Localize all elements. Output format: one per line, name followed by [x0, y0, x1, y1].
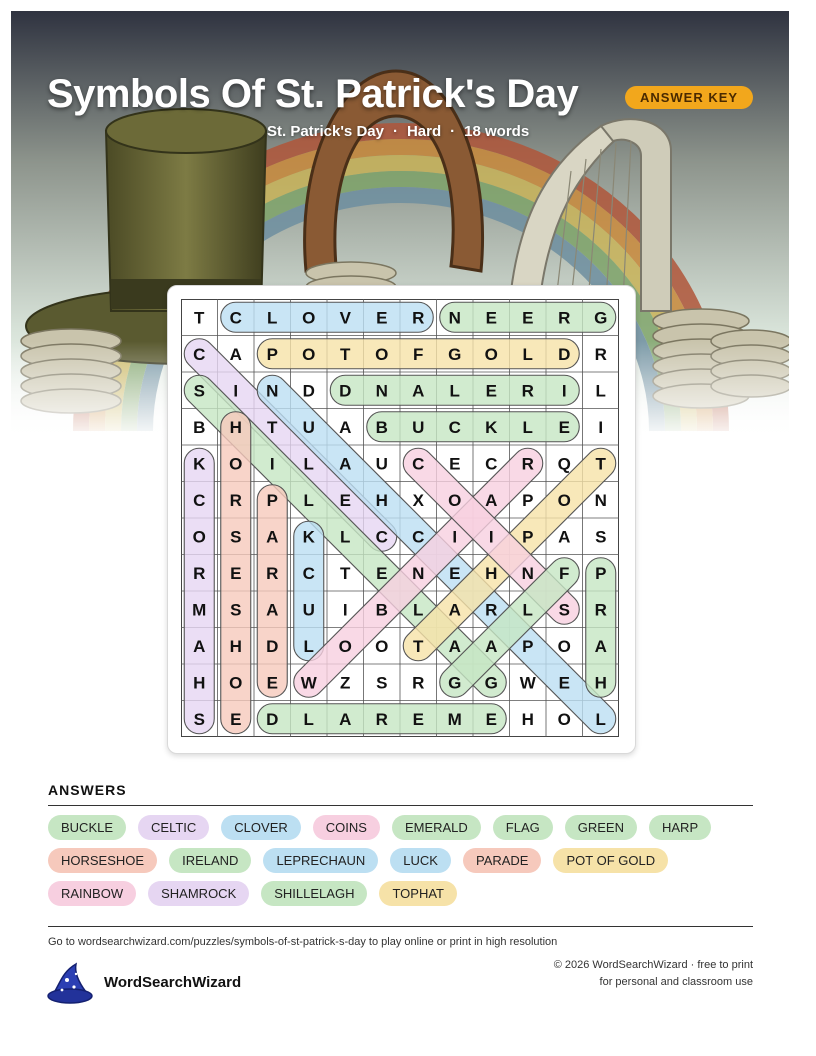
grid-cell-letter[interactable]: U [375, 454, 388, 474]
grid-cell-letter[interactable]: L [522, 600, 533, 620]
copyright-text: © 2026 WordSearchWizard · free to print for personal and classroom use [553, 959, 753, 988]
grid-cell-letter[interactable]: O [338, 636, 352, 656]
grid-cell-letter[interactable]: T [413, 636, 424, 656]
grid-cell-letter[interactable]: G [594, 308, 608, 328]
meta-theme: St. Patrick's Day [267, 123, 384, 140]
answer-chip: TOPHAT [379, 881, 457, 906]
grid-cell-letter[interactable]: N [266, 381, 279, 401]
grid-cell-letter[interactable]: H [193, 673, 206, 693]
answer-key-badge: ANSWER KEY [625, 86, 753, 109]
brand-name: WordSearchWizard [104, 974, 242, 991]
grid-cell-letter[interactable]: A [594, 636, 607, 656]
grid-cell-letter[interactable]: D [266, 636, 279, 656]
grid-cell-letter[interactable]: T [340, 344, 351, 364]
grid-cell-letter[interactable]: O [302, 308, 316, 328]
grid-cell-letter[interactable]: R [193, 563, 206, 583]
answer-chip: FLAG [493, 815, 553, 840]
grid-cell-letter[interactable]: E [449, 454, 461, 474]
grid-cell-letter[interactable]: S [230, 527, 242, 547]
grid-cell-letter[interactable]: E [449, 563, 461, 583]
grid-cell-letter[interactable]: I [233, 381, 239, 401]
grid-cell-letter[interactable]: R [485, 600, 498, 620]
grid-cell-letter[interactable]: A [485, 490, 498, 510]
answer-chip: RAINBOW [48, 881, 136, 906]
grid-cell-letter[interactable]: E [339, 490, 351, 510]
grid-cell-letter[interactable]: L [595, 381, 606, 401]
grid-cell-letter[interactable]: A [448, 600, 461, 620]
grid-cell-letter[interactable]: R [594, 344, 607, 364]
grid-cell-letter[interactable]: R [558, 308, 571, 328]
grid-cell-letter[interactable]: E [558, 417, 570, 437]
grid-cell-letter[interactable]: R [229, 490, 242, 510]
grid-cell-letter[interactable]: B [375, 417, 388, 437]
answers-divider [48, 805, 753, 806]
grid-cell-letter[interactable]: F [559, 563, 570, 583]
grid-cell-letter[interactable]: Q [557, 454, 571, 474]
grid-cell-letter[interactable]: S [230, 600, 242, 620]
grid-cell-letter[interactable]: H [594, 673, 607, 693]
puzzle-title: Symbols Of St. Patrick's Day [47, 72, 579, 116]
grid-cell-letter[interactable]: O [375, 344, 389, 364]
grid-cell-letter[interactable]: E [485, 709, 497, 729]
grid-cell-letter[interactable]: P [266, 344, 278, 364]
puzzle-meta [267, 123, 529, 140]
grid-cell-letter[interactable]: S [193, 381, 205, 401]
meta-separator: · [392, 123, 398, 140]
answer-chip: POT OF GOLD [553, 848, 668, 873]
word-search-grid[interactable] [181, 299, 619, 737]
grid-cell-letter[interactable]: O [302, 344, 316, 364]
grid-cell-letter[interactable]: U [302, 417, 315, 437]
grid-cell-letter[interactable]: E [412, 709, 424, 729]
grid-cell-letter[interactable]: A [412, 381, 425, 401]
grid-cell-letter[interactable]: Z [340, 673, 351, 693]
highlight-clover [221, 302, 434, 332]
grid-cell-letter[interactable]: V [339, 308, 351, 328]
grid-cell-letter[interactable]: F [413, 344, 424, 364]
grid-cell-letter[interactable]: T [267, 417, 278, 437]
grid-cell-letter[interactable]: C [375, 527, 388, 547]
grid-cell-letter[interactable]: P [522, 636, 534, 656]
grid-cell-letter[interactable]: L [303, 454, 314, 474]
answer-chip: LEPRECHAUN [263, 848, 378, 873]
answers-heading: ANSWERS [48, 782, 127, 798]
grid-cell-letter[interactable]: N [375, 381, 388, 401]
answer-chip: LUCK [390, 848, 451, 873]
grid-cell-letter[interactable]: O [229, 673, 243, 693]
grid-cell-letter[interactable]: O [557, 490, 571, 510]
grid-cell-letter[interactable]: K [485, 417, 498, 437]
grid-cell-letter[interactable]: H [229, 417, 242, 437]
answer-chip: COINS [313, 815, 380, 840]
grid-cell-letter[interactable]: K [193, 454, 206, 474]
answer-chip: BUCKLE [48, 815, 126, 840]
highlight-parade [257, 485, 287, 698]
grid-cell-letter[interactable]: P [522, 527, 534, 547]
grid-cell-letter[interactable]: D [558, 344, 571, 364]
grid-cell-letter[interactable]: R [412, 308, 425, 328]
footer-link-text: Go to wordsearchwizard.com/puzzles/symbols-of-st-patrick-s-day to play online or print in high resolution [48, 936, 558, 948]
grid-cell-letter[interactable]: R [266, 563, 279, 583]
grid-cell-letter[interactable]: N [521, 563, 534, 583]
wizard-hat-icon [46, 962, 94, 1004]
grid-cell-letter[interactable]: I [452, 527, 458, 547]
grid-cell-letter[interactable]: L [340, 527, 351, 547]
grid-cell-letter[interactable]: G [448, 673, 462, 693]
grid-cell-letter[interactable]: R [521, 454, 534, 474]
grid-cell-letter[interactable]: A [266, 527, 279, 547]
meta-separator: · [450, 123, 456, 140]
answer-chip: IRELAND [169, 848, 251, 873]
grid-cell-letter[interactable]: A [339, 417, 352, 437]
grid-cell-letter[interactable]: L [522, 344, 533, 364]
grid-cell-letter[interactable]: O [375, 636, 389, 656]
grid-cell-letter[interactable]: L [303, 636, 314, 656]
grid-cell-letter[interactable]: A [485, 636, 498, 656]
grid-cell-letter[interactable]: D [339, 381, 352, 401]
grid-cell-letter[interactable]: P [266, 490, 278, 510]
grid-cell-letter[interactable]: C [485, 454, 498, 474]
grid-cell-letter[interactable]: T [194, 308, 205, 328]
grid-cell-letter[interactable]: A [339, 709, 352, 729]
grid-cell-letter[interactable]: O [557, 636, 571, 656]
grid-cell-letter[interactable]: A [266, 600, 279, 620]
answer-chip: CLOVER [221, 815, 300, 840]
grid-cell-letter[interactable]: X [412, 490, 424, 510]
grid-cell-letter[interactable]: H [521, 709, 534, 729]
grid-cell-letter[interactable]: L [595, 709, 606, 729]
grid-cell-letter[interactable]: E [485, 308, 497, 328]
grid-cell-letter[interactable]: A [339, 454, 352, 474]
grid-cell-letter[interactable]: G [448, 344, 462, 364]
grid-cell-letter[interactable]: S [193, 709, 205, 729]
grid-cell-letter[interactable]: I [269, 454, 275, 474]
grid-cell-letter[interactable]: E [558, 673, 570, 693]
grid-cell-letter[interactable]: E [230, 563, 242, 583]
grid-cell-letter[interactable]: E [266, 673, 278, 693]
grid-cell-letter[interactable]: C [302, 563, 315, 583]
answer-chip: SHAMROCK [148, 881, 249, 906]
grid-cell-letter[interactable]: D [266, 709, 279, 729]
grid-cell-letter[interactable]: M [447, 709, 462, 729]
grid-cell-letter[interactable]: T [340, 563, 351, 583]
grid-cell-letter[interactable]: H [485, 563, 498, 583]
grid-cell-letter[interactable]: L [267, 308, 278, 328]
answer-chip: HARP [649, 815, 711, 840]
grid-cell-letter[interactable]: L [522, 417, 533, 437]
grid-cell-letter[interactable]: I [561, 381, 567, 401]
grid-cell-letter[interactable]: A [448, 636, 461, 656]
grid-cell-letter[interactable]: B [193, 417, 206, 437]
grid-cell-letter[interactable]: G [484, 673, 498, 693]
grid-cell-letter[interactable]: E [230, 709, 242, 729]
grid-cell-letter[interactable]: A [558, 527, 571, 547]
grid-cell-letter[interactable]: I [342, 600, 348, 620]
answer-chip: GREEN [565, 815, 637, 840]
grid-cell-letter[interactable]: C [193, 344, 206, 364]
grid-cell-letter[interactable]: O [448, 490, 462, 510]
grid-cell-letter[interactable]: R [412, 673, 425, 693]
grid-cell-letter[interactable]: O [229, 454, 243, 474]
grid-cell-letter[interactable]: D [302, 381, 315, 401]
grid-cell-letter[interactable]: C [412, 454, 425, 474]
grid-cell-letter[interactable]: N [412, 563, 425, 583]
grid-cell-letter[interactable]: S [558, 600, 570, 620]
answer-chip: CELTIC [138, 815, 209, 840]
grid-cell-letter[interactable]: E [485, 381, 497, 401]
grid-cell-letter[interactable]: P [522, 490, 534, 510]
grid-cell-letter[interactable]: W [300, 673, 317, 693]
answer-chip: SHILLELAGH [261, 881, 367, 906]
grid-cell-letter[interactable]: O [192, 527, 206, 547]
grid-cell-letter[interactable]: E [376, 563, 388, 583]
grid-cell-letter[interactable]: O [484, 344, 498, 364]
meta-word-count: 18 words [464, 123, 530, 140]
grid-cell-letter[interactable]: S [595, 527, 607, 547]
grid-cell-letter[interactable]: N [594, 490, 607, 510]
grid-cell-letter[interactable]: B [375, 600, 388, 620]
grid-cell-letter[interactable]: C [412, 527, 425, 547]
meta-difficulty: Hard [406, 123, 442, 140]
grid-cell-letter[interactable]: M [192, 600, 207, 620]
answer-chip: HORSESHOE [48, 848, 157, 873]
grid-cell-letter[interactable]: I [598, 417, 604, 437]
grid-cell-letter[interactable]: C [448, 417, 461, 437]
grid-cell-letter[interactable]: L [303, 490, 314, 510]
grid-cell-letter[interactable]: W [519, 673, 536, 693]
grid-cell-letter[interactable]: U [302, 600, 315, 620]
grid-cell-letter[interactable]: K [302, 527, 315, 547]
grid-cell-letter[interactable]: N [448, 308, 461, 328]
grid-cell-letter[interactable]: C [193, 490, 206, 510]
answer-chip: PARADE [463, 848, 542, 873]
grid-cell-letter[interactable]: A [229, 344, 242, 364]
grid-cell-letter[interactable]: L [449, 381, 460, 401]
footer-divider [48, 926, 753, 927]
grid-cell-letter[interactable]: R [521, 381, 534, 401]
grid-cell-letter[interactable]: H [375, 490, 388, 510]
grid-cell-letter[interactable]: L [303, 709, 314, 729]
grid-cell-letter[interactable]: T [595, 454, 606, 474]
grid-cell-letter[interactable]: C [229, 308, 242, 328]
answers-list [48, 815, 768, 906]
highlight-buckle [367, 412, 580, 442]
grid-cell-letter[interactable]: S [376, 673, 388, 693]
grid-cell-letter[interactable]: R [375, 709, 388, 729]
grid-cell-letter[interactable]: E [522, 308, 534, 328]
grid-cell-letter[interactable]: R [594, 600, 607, 620]
grid-cell-letter[interactable]: A [193, 636, 206, 656]
grid-cell-letter[interactable]: O [557, 709, 571, 729]
grid-cell-letter[interactable]: U [412, 417, 425, 437]
grid-cell-letter[interactable]: H [229, 636, 242, 656]
grid-cell-letter[interactable]: P [595, 563, 607, 583]
grid-cell-letter[interactable]: L [413, 600, 424, 620]
grid-cell-letter[interactable]: I [488, 527, 494, 547]
grid-cell-letter[interactable]: E [376, 308, 388, 328]
answer-chip: EMERALD [392, 815, 481, 840]
